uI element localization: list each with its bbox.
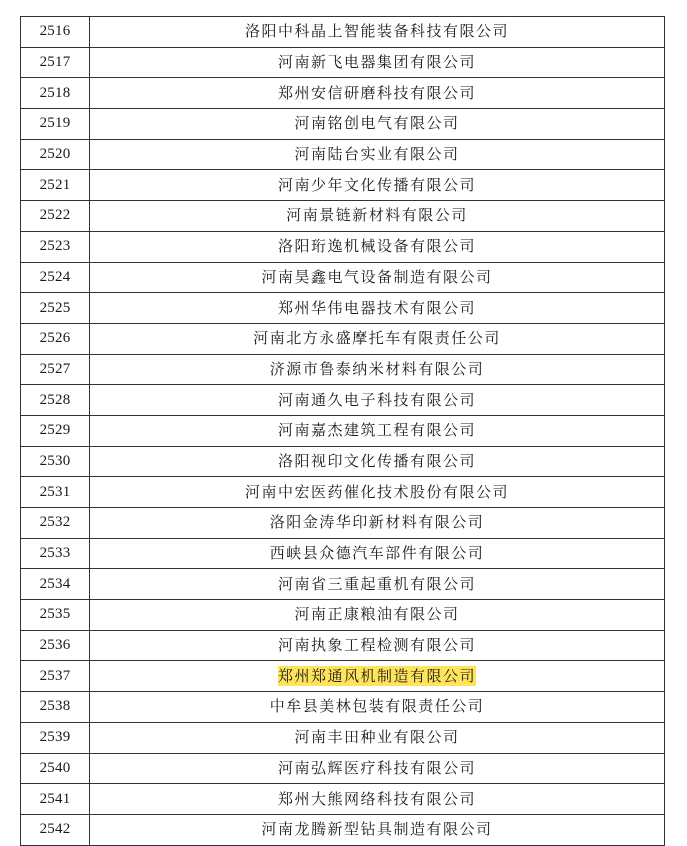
company-name-cell: 河南景链新材料有限公司	[90, 201, 665, 232]
company-name-cell: 河南铭创电气有限公司	[90, 109, 665, 140]
table-row	[21, 538, 665, 569]
company-name-cell: 河南北方永盛摩托车有限责任公司	[90, 323, 665, 354]
table-row	[21, 630, 665, 661]
row-number-cell: 2527	[21, 354, 90, 385]
row-number-cell: 2529	[21, 415, 90, 446]
row-number-cell: 2542	[21, 814, 90, 845]
row-number-cell: 2541	[21, 784, 90, 815]
highlighted-company-name: 郑州郑通风机制造有限公司	[277, 666, 476, 685]
row-number-cell: 2538	[21, 692, 90, 723]
table-row	[21, 17, 665, 48]
table-row	[21, 262, 665, 293]
company-name-cell: 河南中宏医药催化技术股份有限公司	[90, 477, 665, 508]
row-number-cell: 2537	[21, 661, 90, 692]
table-row	[21, 692, 665, 723]
row-number-cell: 2516	[21, 17, 90, 48]
company-name-cell: 河南昊鑫电气设备制造有限公司	[90, 262, 665, 293]
company-name-cell: 河南通久电子科技有限公司	[90, 385, 665, 416]
row-number-cell: 2520	[21, 139, 90, 170]
row-number-cell: 2540	[21, 753, 90, 784]
table-row	[21, 508, 665, 539]
company-name-cell: 郑州安信研磨科技有限公司	[90, 78, 665, 109]
table-row	[21, 139, 665, 170]
row-number-cell: 2536	[21, 630, 90, 661]
table-row	[21, 201, 665, 232]
table-row	[21, 753, 665, 784]
row-number-cell: 2539	[21, 722, 90, 753]
table-row	[21, 323, 665, 354]
row-number-cell: 2517	[21, 47, 90, 78]
table-row	[21, 446, 665, 477]
company-name-cell: 洛阳中科晶上智能装备科技有限公司	[90, 17, 665, 48]
table-row	[21, 78, 665, 109]
company-name-cell: 河南新飞电器集团有限公司	[90, 47, 665, 78]
company-name-cell: 洛阳视印文化传播有限公司	[90, 446, 665, 477]
row-number-cell: 2534	[21, 569, 90, 600]
company-name-cell: 河南省三重起重机有限公司	[90, 569, 665, 600]
row-number-cell: 2522	[21, 201, 90, 232]
table-row	[21, 477, 665, 508]
row-number-cell: 2533	[21, 538, 90, 569]
row-number-cell: 2530	[21, 446, 90, 477]
company-name-cell: 河南少年文化传播有限公司	[90, 170, 665, 201]
row-number-cell: 2519	[21, 109, 90, 140]
row-number-cell: 2532	[21, 508, 90, 539]
table-row	[21, 415, 665, 446]
company-name-cell: 河南陆台实业有限公司	[90, 139, 665, 170]
table-row	[21, 722, 665, 753]
table-row	[21, 569, 665, 600]
company-name-cell: 郑州华伟电器技术有限公司	[90, 293, 665, 324]
company-name-cell: 中牟县美林包装有限责任公司	[90, 692, 665, 723]
row-number-cell: 2528	[21, 385, 90, 416]
company-name-cell: 河南弘辉医疗科技有限公司	[90, 753, 665, 784]
company-name-cell: 西峡县众德汽车部件有限公司	[90, 538, 665, 569]
table-row	[21, 47, 665, 78]
table-row	[21, 385, 665, 416]
table-row	[21, 170, 665, 201]
row-number-cell: 2523	[21, 231, 90, 262]
company-list-table-container	[20, 16, 665, 846]
row-number-cell: 2526	[21, 323, 90, 354]
company-name-cell: 洛阳金涛华印新材料有限公司	[90, 508, 665, 539]
company-name-cell: 河南龙腾新型钻具制造有限公司	[90, 814, 665, 845]
company-name-cell: 济源市鲁泰纳米材料有限公司	[90, 354, 665, 385]
table-row	[21, 661, 665, 692]
company-name-cell: 郑州大熊网络科技有限公司	[90, 784, 665, 815]
row-number-cell: 2535	[21, 600, 90, 631]
table-row	[21, 293, 665, 324]
row-number-cell: 2518	[21, 78, 90, 109]
table-row	[21, 109, 665, 140]
company-name-cell: 河南嘉杰建筑工程有限公司	[90, 415, 665, 446]
table-row	[21, 354, 665, 385]
company-name-cell	[90, 661, 665, 692]
company-list-body	[21, 17, 665, 846]
row-number-cell: 2524	[21, 262, 90, 293]
table-row	[21, 231, 665, 262]
table-row	[21, 600, 665, 631]
company-list-table	[20, 16, 665, 846]
company-name-cell: 洛阳珩逸机械设备有限公司	[90, 231, 665, 262]
company-name-cell: 河南丰田种业有限公司	[90, 722, 665, 753]
row-number-cell: 2521	[21, 170, 90, 201]
company-name-cell: 河南执象工程检测有限公司	[90, 630, 665, 661]
row-number-cell: 2525	[21, 293, 90, 324]
table-row	[21, 784, 665, 815]
table-row	[21, 814, 665, 845]
company-name-cell: 河南正康粮油有限公司	[90, 600, 665, 631]
row-number-cell: 2531	[21, 477, 90, 508]
